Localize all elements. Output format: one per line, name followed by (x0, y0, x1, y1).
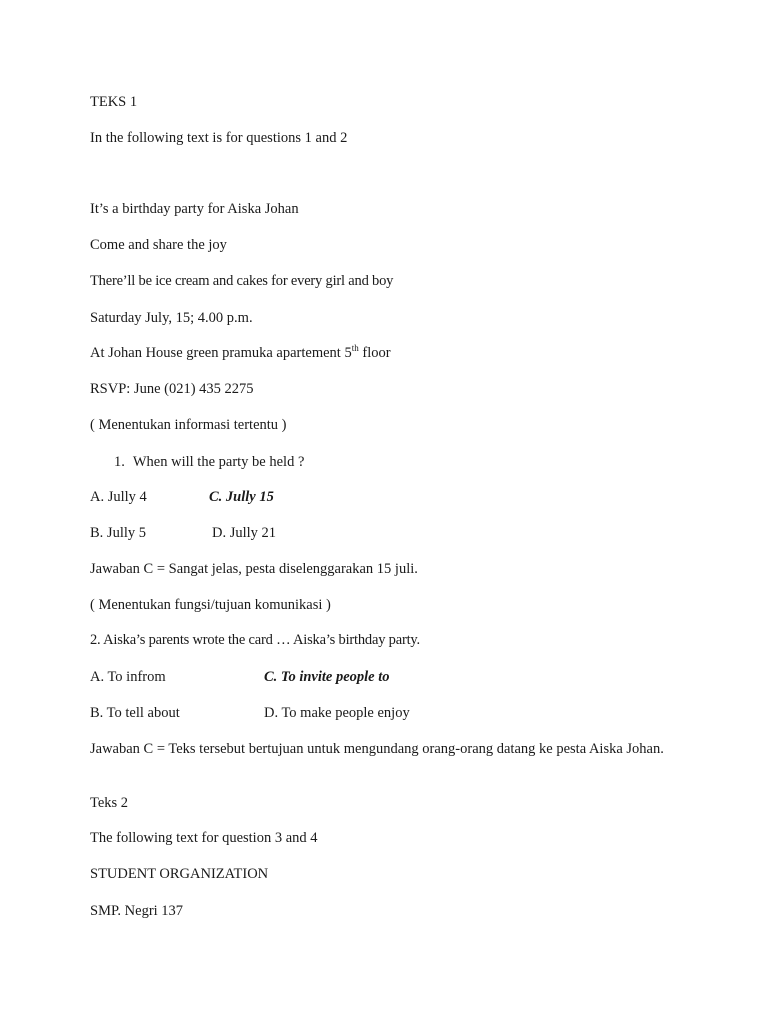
teks2-school: SMP. Negri 137 (90, 903, 184, 919)
card-line-5-superscript: th (351, 343, 359, 353)
q1-question-text: When will the party be held ? (132, 454, 305, 470)
q1-option-c: C. Jully 15 (209, 489, 274, 505)
card-line-2: Come and share the joy (90, 237, 227, 253)
card-line-5-text: At Johan House green pramuka apartement 5 (90, 345, 352, 361)
q1-number: 1. (114, 454, 125, 470)
q2-option-b: B. To tell about (90, 705, 180, 721)
q1-option-d: D. Jully 21 (212, 525, 277, 541)
q2-option-c: C. To invite people to (264, 669, 390, 685)
q1-skill: ( Menentukan informasi tertentu ) (90, 417, 287, 433)
q1-option-a: A. Jully 4 (90, 489, 147, 505)
teks1-heading: TEKS 1 (90, 94, 138, 110)
teks2-intro: The following text for question 3 and 4 (90, 830, 318, 846)
card-line-5 (90, 344, 391, 362)
q2-question: 2. Aiska’s parents wrote the card … Aiska’s birthday party. (90, 632, 420, 648)
card-line-3: There’ll be ice cream and cakes for every girl and boy (90, 273, 394, 289)
q2-answer: Jawaban C = Teks tersebut bertujuan untuk mengundang orang-orang datang ke pesta Aiska Johan. (90, 741, 664, 757)
card-line-6: RSVP: June (021) 435 2275 (90, 381, 254, 397)
q2-option-a: A. To infrom (90, 669, 166, 685)
teks2-heading: Teks 2 (90, 795, 129, 811)
q1-answer: Jawaban C = Sangat jelas, pesta diselenggarakan 15 juli. (90, 561, 418, 577)
q2-skill: ( Menentukan fungsi/tujuan komunikasi ) (90, 597, 331, 613)
q2-option-d: D. To make people enjoy (264, 705, 410, 721)
q1-question (114, 453, 304, 471)
teks2-title: STUDENT ORGANIZATION (90, 866, 269, 882)
card-line-5-tail: floor (358, 345, 391, 361)
q1-option-b: B. Jully 5 (90, 525, 146, 541)
teks1-intro: In the following text is for questions 1 and 2 (90, 130, 348, 146)
card-line-4: Saturday July, 15; 4.00 p.m. (90, 310, 253, 326)
card-line-1: It’s a birthday party for Aiska Johan (90, 201, 299, 217)
